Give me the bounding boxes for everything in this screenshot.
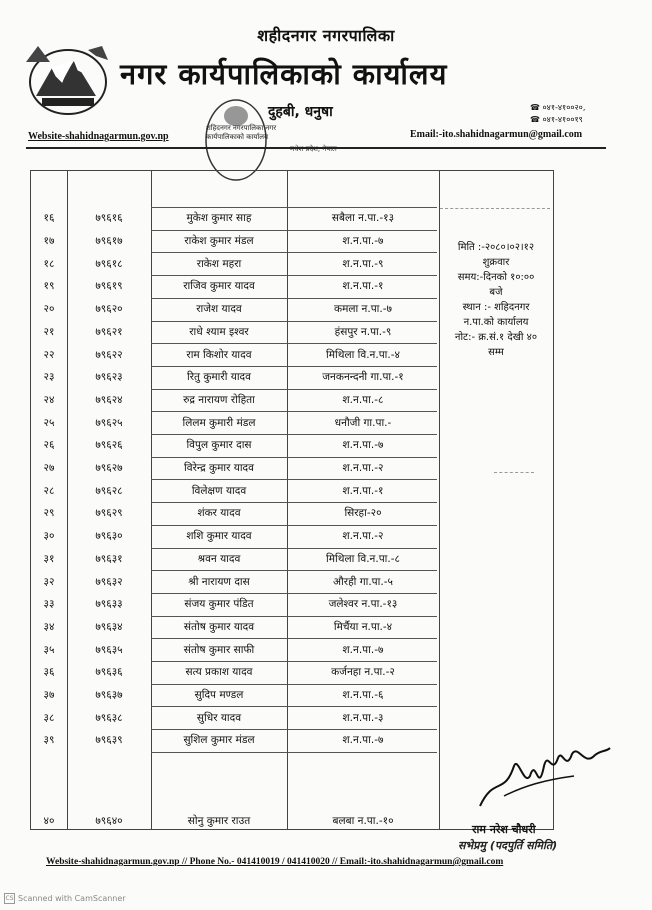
table-row bbox=[31, 570, 441, 593]
candidate-address: श.न.पा.-७ bbox=[342, 643, 384, 656]
candidate-name: सुशिल कुमार मंडल bbox=[183, 734, 255, 747]
candidate-address: श.न.पा.-१ bbox=[342, 484, 384, 497]
candidate-address: हंसपुर न.पा.-९ bbox=[334, 325, 392, 338]
roll-number: ७९६२७ bbox=[95, 462, 123, 475]
candidate-address: बलबा न.पा.-१० bbox=[332, 815, 394, 828]
roll-number: ७९६३९ bbox=[95, 734, 123, 747]
signatory-title: सभेप्रमु (पदपुर्ति समिति) bbox=[458, 839, 558, 852]
table-row bbox=[31, 366, 441, 389]
row-divider bbox=[151, 207, 437, 208]
table-row bbox=[31, 525, 441, 548]
roll-number: ७९६२० bbox=[95, 303, 123, 316]
serial-number: १९ bbox=[43, 280, 55, 293]
candidate-name: श्री नारायण दास bbox=[188, 575, 250, 588]
notice-venue-2: न.पा.को कार्यालय bbox=[463, 317, 529, 328]
phone-numbers bbox=[530, 102, 585, 126]
candidate-address: श.न.पा.-३ bbox=[342, 711, 384, 724]
table-row bbox=[31, 479, 441, 502]
candidate-name: सुधिर यादव bbox=[196, 711, 242, 724]
notice-top-dash bbox=[440, 208, 550, 209]
notice-date: मिति :-२०८०।०२।१२ bbox=[457, 242, 535, 253]
roll-number: ७९६२९ bbox=[95, 507, 123, 520]
serial-number: २६ bbox=[43, 439, 55, 452]
scanner-watermark bbox=[4, 893, 126, 904]
roll-number: ७९६१९ bbox=[95, 280, 123, 293]
serial-number: २१ bbox=[43, 325, 55, 338]
roll-number: ७९६१८ bbox=[95, 257, 123, 270]
header-divider bbox=[26, 147, 606, 149]
table-row bbox=[31, 457, 441, 480]
table-row bbox=[31, 411, 441, 434]
roll-number: ७९६३७ bbox=[95, 689, 123, 702]
roll-number: ७९६३६ bbox=[95, 666, 123, 679]
notice-bottom-dash bbox=[494, 472, 534, 473]
municipality-logo bbox=[22, 42, 114, 120]
roll-number: ७९६३५ bbox=[95, 643, 123, 656]
candidate-name: श्रवन यादव bbox=[197, 552, 241, 565]
roll-number: ७९६३२ bbox=[95, 575, 123, 588]
table-row bbox=[31, 706, 441, 729]
roll-number: ७९६३८ bbox=[95, 711, 123, 724]
candidate-address: श.न.पा.-२ bbox=[342, 462, 384, 475]
candidate-name: राकेश कुमार मंडल bbox=[184, 235, 254, 248]
roll-number: ७९६२८ bbox=[95, 484, 123, 497]
candidate-address: कर्जनहा न.पा.-२ bbox=[331, 666, 395, 679]
serial-number: १८ bbox=[43, 257, 55, 270]
serial-number: २० bbox=[43, 303, 55, 316]
roll-number: ७९६३३ bbox=[95, 598, 123, 611]
camscanner-icon: CS bbox=[5, 895, 14, 902]
candidate-name: विलेक्षण यादव bbox=[191, 484, 247, 497]
stamp-text: शहिदनगर नगरपालिका नगर कार्यपालिकाको कार्यालय bbox=[206, 124, 277, 141]
serial-number: २५ bbox=[43, 416, 55, 429]
serial-number: २८ bbox=[43, 484, 55, 497]
table-row bbox=[31, 548, 441, 571]
table-row bbox=[31, 298, 441, 321]
notice-day: शुक्रवार bbox=[482, 257, 510, 268]
phone-1: ☎ ०४१-४१००२०, bbox=[530, 103, 586, 112]
table-row bbox=[31, 252, 441, 275]
roll-number: ७९६२१ bbox=[95, 325, 123, 338]
roll-number: ७९६१७ bbox=[95, 235, 123, 248]
candidate-name: विपुल कुमार दास bbox=[186, 439, 252, 452]
table-row bbox=[31, 207, 441, 230]
candidate-name: संतोष कुमार यादव bbox=[183, 620, 255, 633]
municipality-name: शहीदनगर नगरपालिका bbox=[257, 26, 395, 45]
candidate-name: राजिव कुमार यादव bbox=[183, 280, 255, 293]
candidate-address: श.न.पा.-६ bbox=[342, 689, 384, 702]
candidate-name: रितु कुमारी यादव bbox=[187, 371, 251, 384]
candidate-address: औरही गा.पा.-५ bbox=[333, 575, 393, 588]
roll-number: ७९६३४ bbox=[95, 620, 123, 633]
footer-contact: Website-shahidnagarmun.gov.np // Phone No.- 041410019 / 041410020 // Email:-ito.shahidnagarmun@gmail.com bbox=[46, 857, 504, 867]
exam-notice bbox=[446, 240, 546, 360]
candidate-address: श.न.पा.-७ bbox=[342, 235, 384, 248]
serial-number: २७ bbox=[43, 462, 55, 475]
candidate-name: शंकर यादव bbox=[197, 507, 241, 520]
serial-number: ३५ bbox=[43, 643, 55, 656]
table-row bbox=[31, 593, 441, 616]
candidate-name: सोनु कुमार राउत bbox=[187, 815, 251, 828]
table-row bbox=[31, 616, 441, 639]
roll-number: ७९६३० bbox=[95, 530, 123, 543]
candidate-name: लिलम कुमारी मंडल bbox=[182, 416, 256, 429]
notice-venue: स्थान :- शहिदनगर bbox=[462, 302, 530, 313]
candidate-address: श.न.पा.-९ bbox=[342, 257, 384, 270]
candidate-address: श.न.पा.-८ bbox=[342, 393, 384, 406]
table-row bbox=[31, 661, 441, 684]
table-row bbox=[31, 343, 441, 366]
table-row bbox=[31, 389, 441, 412]
website-link[interactable]: Website-shahidnagarmun.gov.np bbox=[28, 131, 169, 142]
serial-number: २४ bbox=[43, 393, 55, 406]
table-row bbox=[31, 275, 441, 298]
serial-number: २३ bbox=[43, 371, 55, 384]
roll-number: ७९६२५ bbox=[95, 416, 123, 429]
serial-number: ३४ bbox=[43, 620, 55, 633]
serial-number: ३१ bbox=[43, 552, 55, 565]
serial-number: २९ bbox=[43, 507, 55, 520]
table-row bbox=[31, 502, 441, 525]
serial-number: ३२ bbox=[43, 575, 55, 588]
table-row bbox=[31, 791, 441, 829]
candidate-name: राजेश यादव bbox=[196, 303, 242, 316]
serial-number: ३७ bbox=[43, 689, 55, 702]
candidate-name: राम किशोर यादव bbox=[186, 348, 252, 361]
roll-number: ७९६२६ bbox=[95, 439, 123, 452]
phone-2: ☎ ०४१-४१००१९ bbox=[530, 115, 583, 124]
notice-time: समय:-दिनको १०:०० bbox=[457, 272, 535, 283]
handwritten-signature bbox=[474, 736, 614, 816]
candidate-address: श.न.पा.-७ bbox=[342, 734, 384, 747]
candidate-address: मिथिला वि.न.पा.-४ bbox=[326, 348, 400, 361]
email-address: Email:-ito.shahidnagarmun@gmail.com bbox=[410, 129, 583, 140]
table-row bbox=[31, 684, 441, 707]
serial-number: ३० bbox=[43, 530, 55, 543]
candidate-address: धनौजी गा.पा.- bbox=[334, 416, 392, 429]
serial-number: ३३ bbox=[43, 598, 55, 611]
roll-number: ७९६४० bbox=[95, 815, 123, 828]
serial-number: २२ bbox=[43, 348, 55, 361]
candidate-address: जलेश्वर न.पा.-१३ bbox=[328, 598, 398, 611]
candidate-name: संतोष कुमार साफी bbox=[183, 643, 255, 656]
notice-note-2: सम्म bbox=[488, 347, 504, 358]
row-divider bbox=[151, 752, 437, 753]
candidate-name: राधे श्याम इश्वर bbox=[189, 325, 249, 338]
table-row bbox=[31, 230, 441, 253]
candidate-address: जनकनन्दनी गा.पा.-१ bbox=[322, 371, 404, 384]
candidate-name: विरेन्द्र कुमार यादव bbox=[184, 462, 254, 475]
signatory-name: राम नरेश चौधरी bbox=[472, 823, 536, 836]
table-row bbox=[31, 434, 441, 457]
candidate-name: संजय कुमार पंडित bbox=[184, 598, 254, 611]
scanner-label: Scanned with CamScanner bbox=[18, 894, 126, 903]
candidate-name: रुद्र नारायण रोहिता bbox=[183, 393, 255, 406]
candidate-address: मिथिला वि.न.पा.-८ bbox=[326, 552, 400, 565]
serial-number: ३८ bbox=[43, 711, 55, 724]
candidate-address: सबैला न.पा.-१३ bbox=[331, 212, 395, 225]
candidate-address: श.न.पा.-२ bbox=[342, 530, 384, 543]
candidate-address: मिर्चैया न.पा.-४ bbox=[333, 620, 393, 633]
roll-number: ७९६३१ bbox=[95, 552, 123, 565]
candidate-name: मुकेश कुमार साह bbox=[186, 212, 252, 225]
roll-number: ७९६२३ bbox=[95, 371, 123, 384]
serial-number: ३९ bbox=[43, 734, 55, 747]
province-label: मधेश प्रदेश, नेपाल bbox=[290, 145, 337, 153]
notice-note: नोट:- क्र.सं.१ देखी ४० bbox=[454, 332, 538, 343]
table-row bbox=[31, 729, 441, 752]
roll-number: ७९६१६ bbox=[95, 212, 123, 225]
table-row bbox=[31, 638, 441, 661]
candidate-address: कमला न.पा.-७ bbox=[334, 303, 392, 316]
serial-number: १७ bbox=[43, 235, 55, 248]
office-address: दुहबी, धनुषा bbox=[268, 104, 333, 120]
roll-number: ७९६२२ bbox=[95, 348, 123, 361]
candidate-name: शशि कुमार यादव bbox=[186, 530, 252, 543]
candidate-address: श.न.पा.-१ bbox=[342, 280, 384, 293]
candidate-name: सत्य प्रकाश यादव bbox=[185, 666, 253, 679]
notice-time-suffix: बजे bbox=[489, 287, 503, 298]
table-row bbox=[31, 321, 441, 344]
serial-number: ३६ bbox=[43, 666, 55, 679]
serial-number: ४० bbox=[43, 815, 55, 828]
candidate-name: सुदिप मण्डल bbox=[194, 689, 244, 702]
office-title: नगर कार्यपालिकाको कार्यालय bbox=[120, 57, 448, 91]
candidate-address: श.न.पा.-७ bbox=[342, 439, 384, 452]
candidate-name: राकेश महरा bbox=[196, 257, 242, 270]
serial-number: १६ bbox=[43, 212, 55, 225]
roll-number: ७९६२४ bbox=[95, 393, 123, 406]
candidate-address: सिरहा-२० bbox=[344, 507, 382, 520]
